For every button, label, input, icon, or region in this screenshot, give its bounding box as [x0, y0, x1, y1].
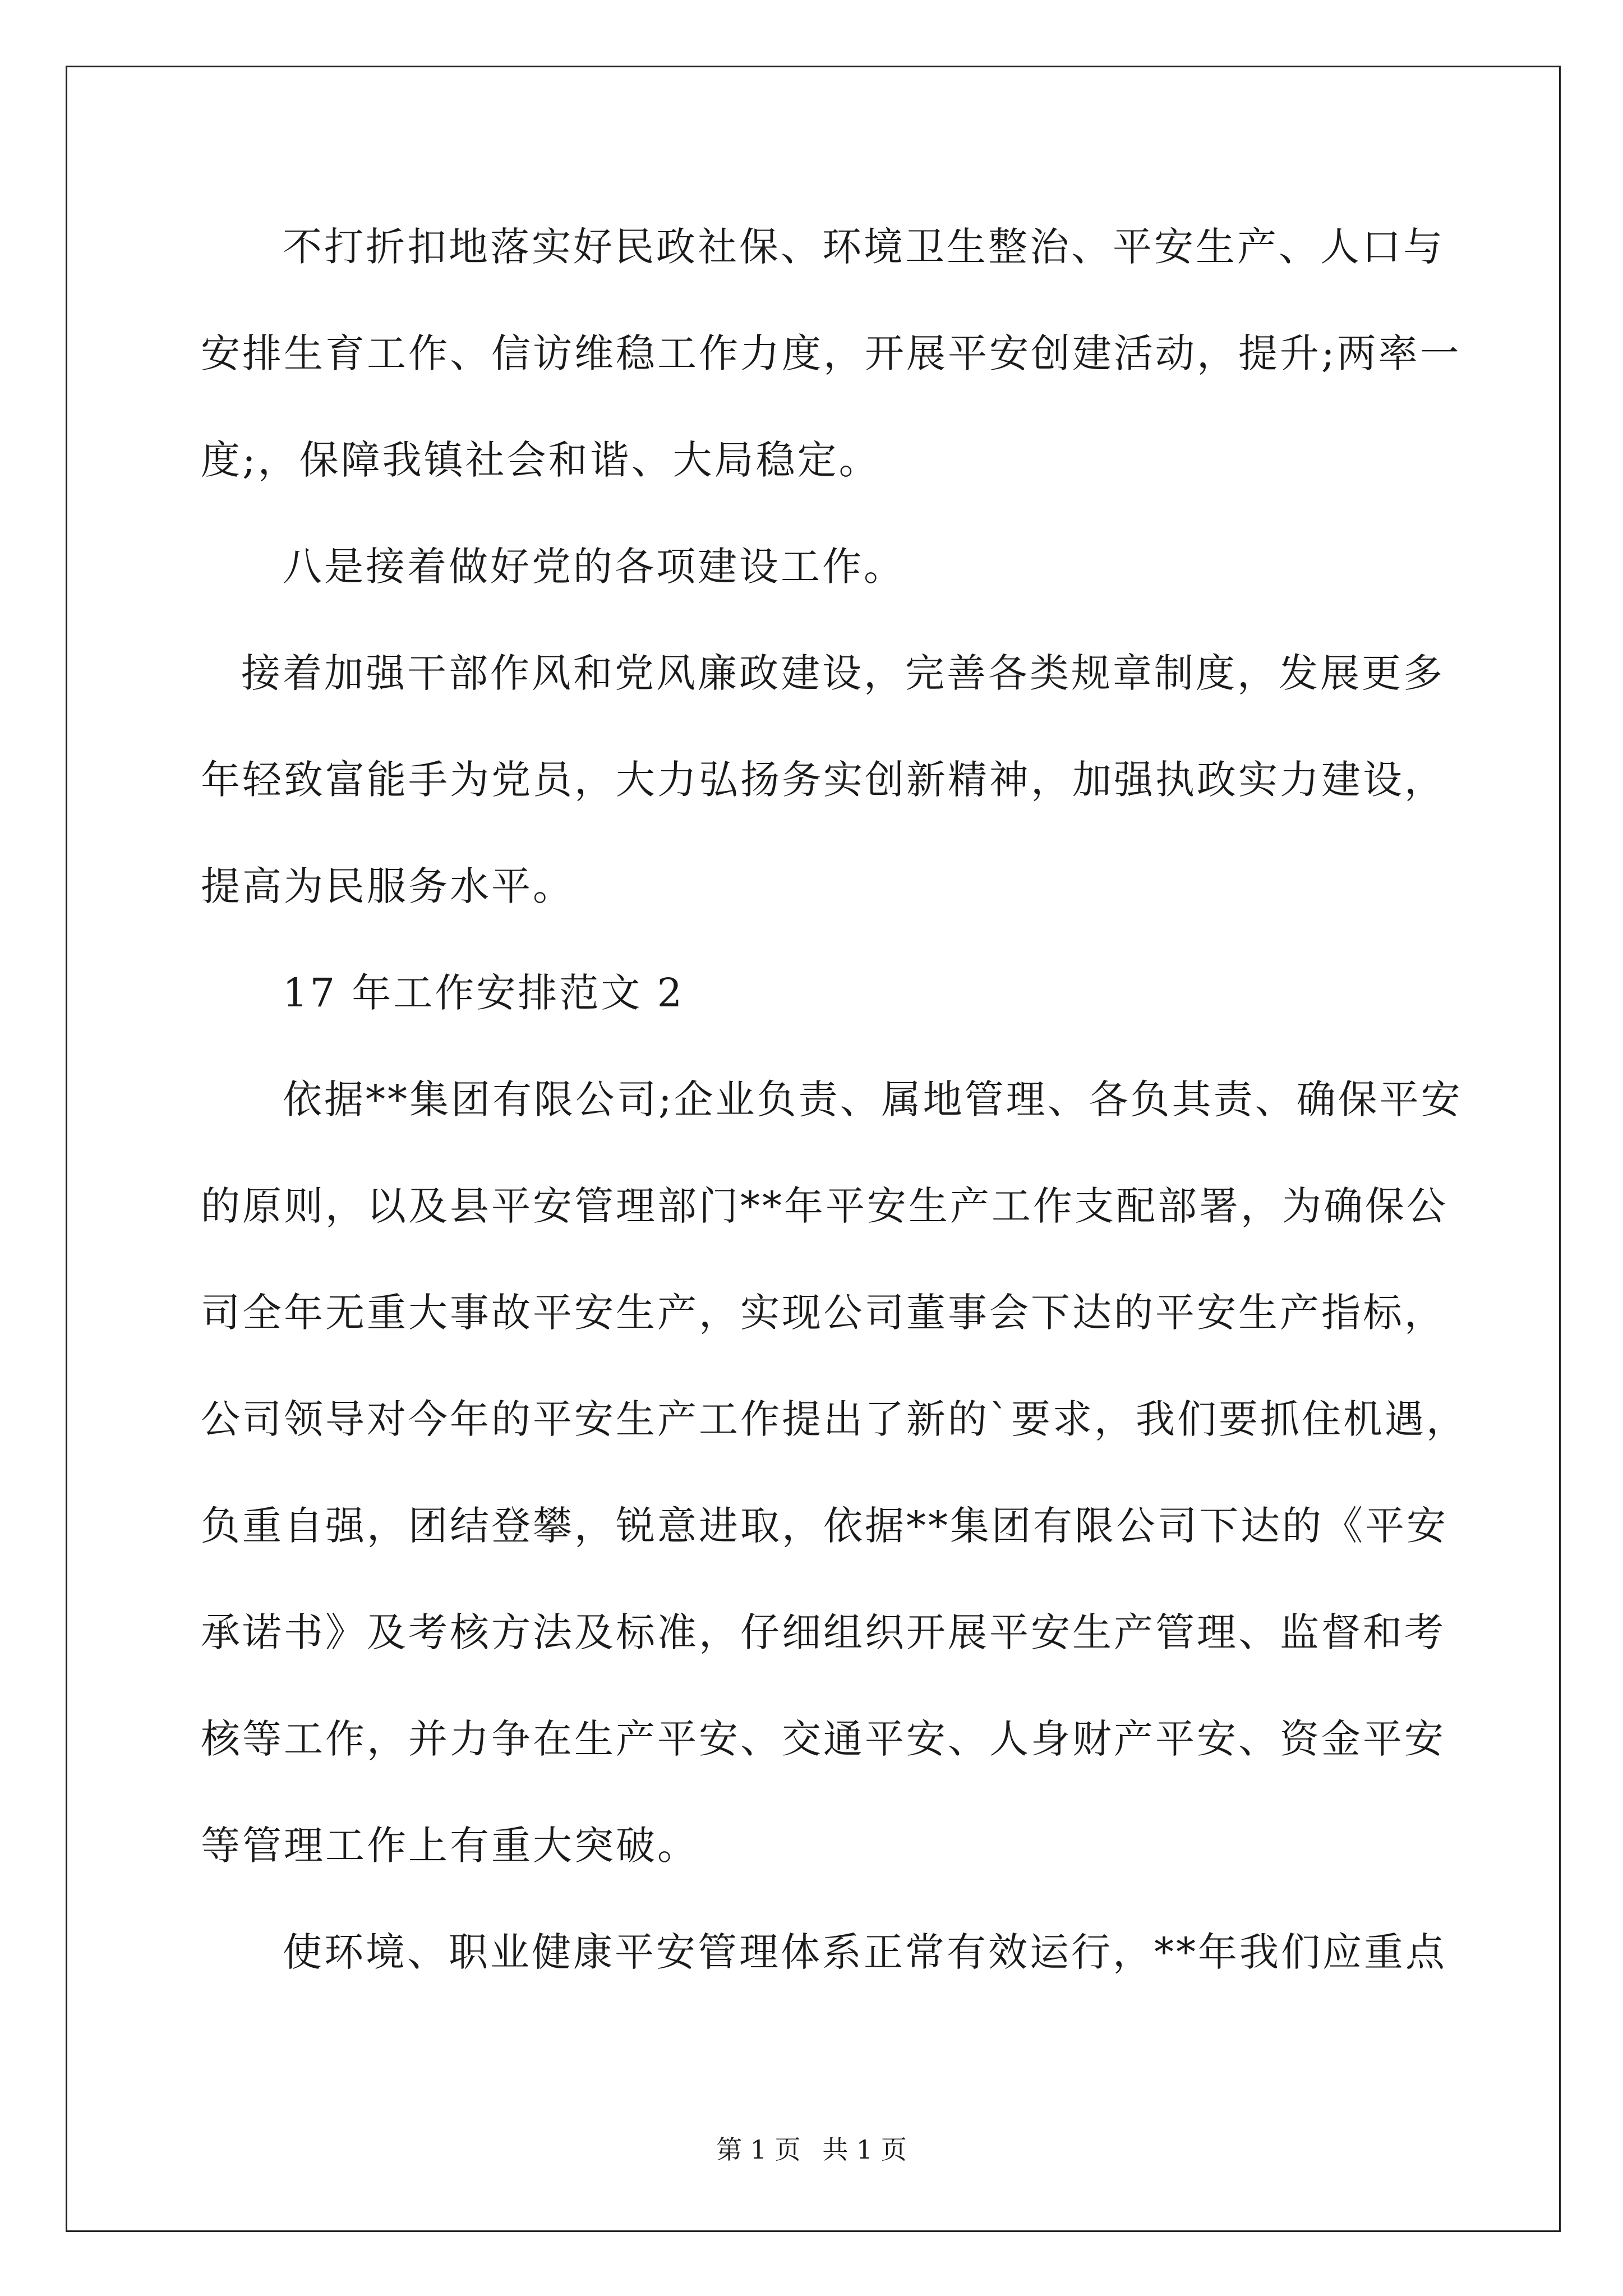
text-line: 使环境、职业健康平安管理体系正常有效运行，**年我们应重点: [283, 1929, 1447, 1975]
text-line: 度;，保障我镇社会和谐、大局稳定。: [201, 437, 880, 483]
text-line: 依据**集团有限公司;企业负责、属地管理、各负其责、确保平安: [283, 1076, 1463, 1122]
page-number: 第 1 页: [716, 2134, 801, 2165]
text-line: 年轻致富能手为党员，大力弘扬务实创新精神，加强执政实力建设，: [201, 757, 1446, 803]
text-line: 承诺书》及考核方法及标准，仔细组织开展平安生产管理、监督和考: [201, 1609, 1446, 1655]
text-line: 等管理工作上有重大突破。: [201, 1823, 699, 1869]
text-line: 安排生育工作、信访维稳工作力度，开展平安创建活动，提升;两率一: [201, 330, 1461, 376]
text-line: 公司领导对今年的平安生产工作提出了新的`要求，我们要抓住机遇，: [201, 1396, 1468, 1442]
page-border: [66, 66, 1561, 2232]
text-line: 的原则，以及县平安管理部门**年平安生产工作支配部署，为确保公: [201, 1183, 1448, 1229]
page-footer: [0, 2133, 1623, 2166]
section-heading: 17 年工作安排范文 2: [283, 970, 685, 1016]
text-line: 司全年无重大事故平安生产，实现公司董事会下达的平安生产指标，: [201, 1290, 1446, 1336]
text-line: 核等工作，并力争在生产平安、交通平安、人身财产平安、资金平安: [201, 1716, 1446, 1762]
text-line: 不打折扣地落实好民政社保、环境卫生整治、平安生产、人口与: [283, 224, 1445, 270]
text-line: 接着加强干部作风和党风廉政建设，完善各类规章制度，发展更多: [241, 650, 1445, 696]
text-line: 提高为民服务水平。: [201, 863, 574, 909]
text-line: 八是接着做好党的各项建设工作。: [283, 544, 905, 590]
text-line: 负重自强，团结登攀，锐意进取，依据**集团有限公司下达的《平安: [201, 1503, 1448, 1549]
page-total: 共 1 页: [822, 2134, 907, 2165]
